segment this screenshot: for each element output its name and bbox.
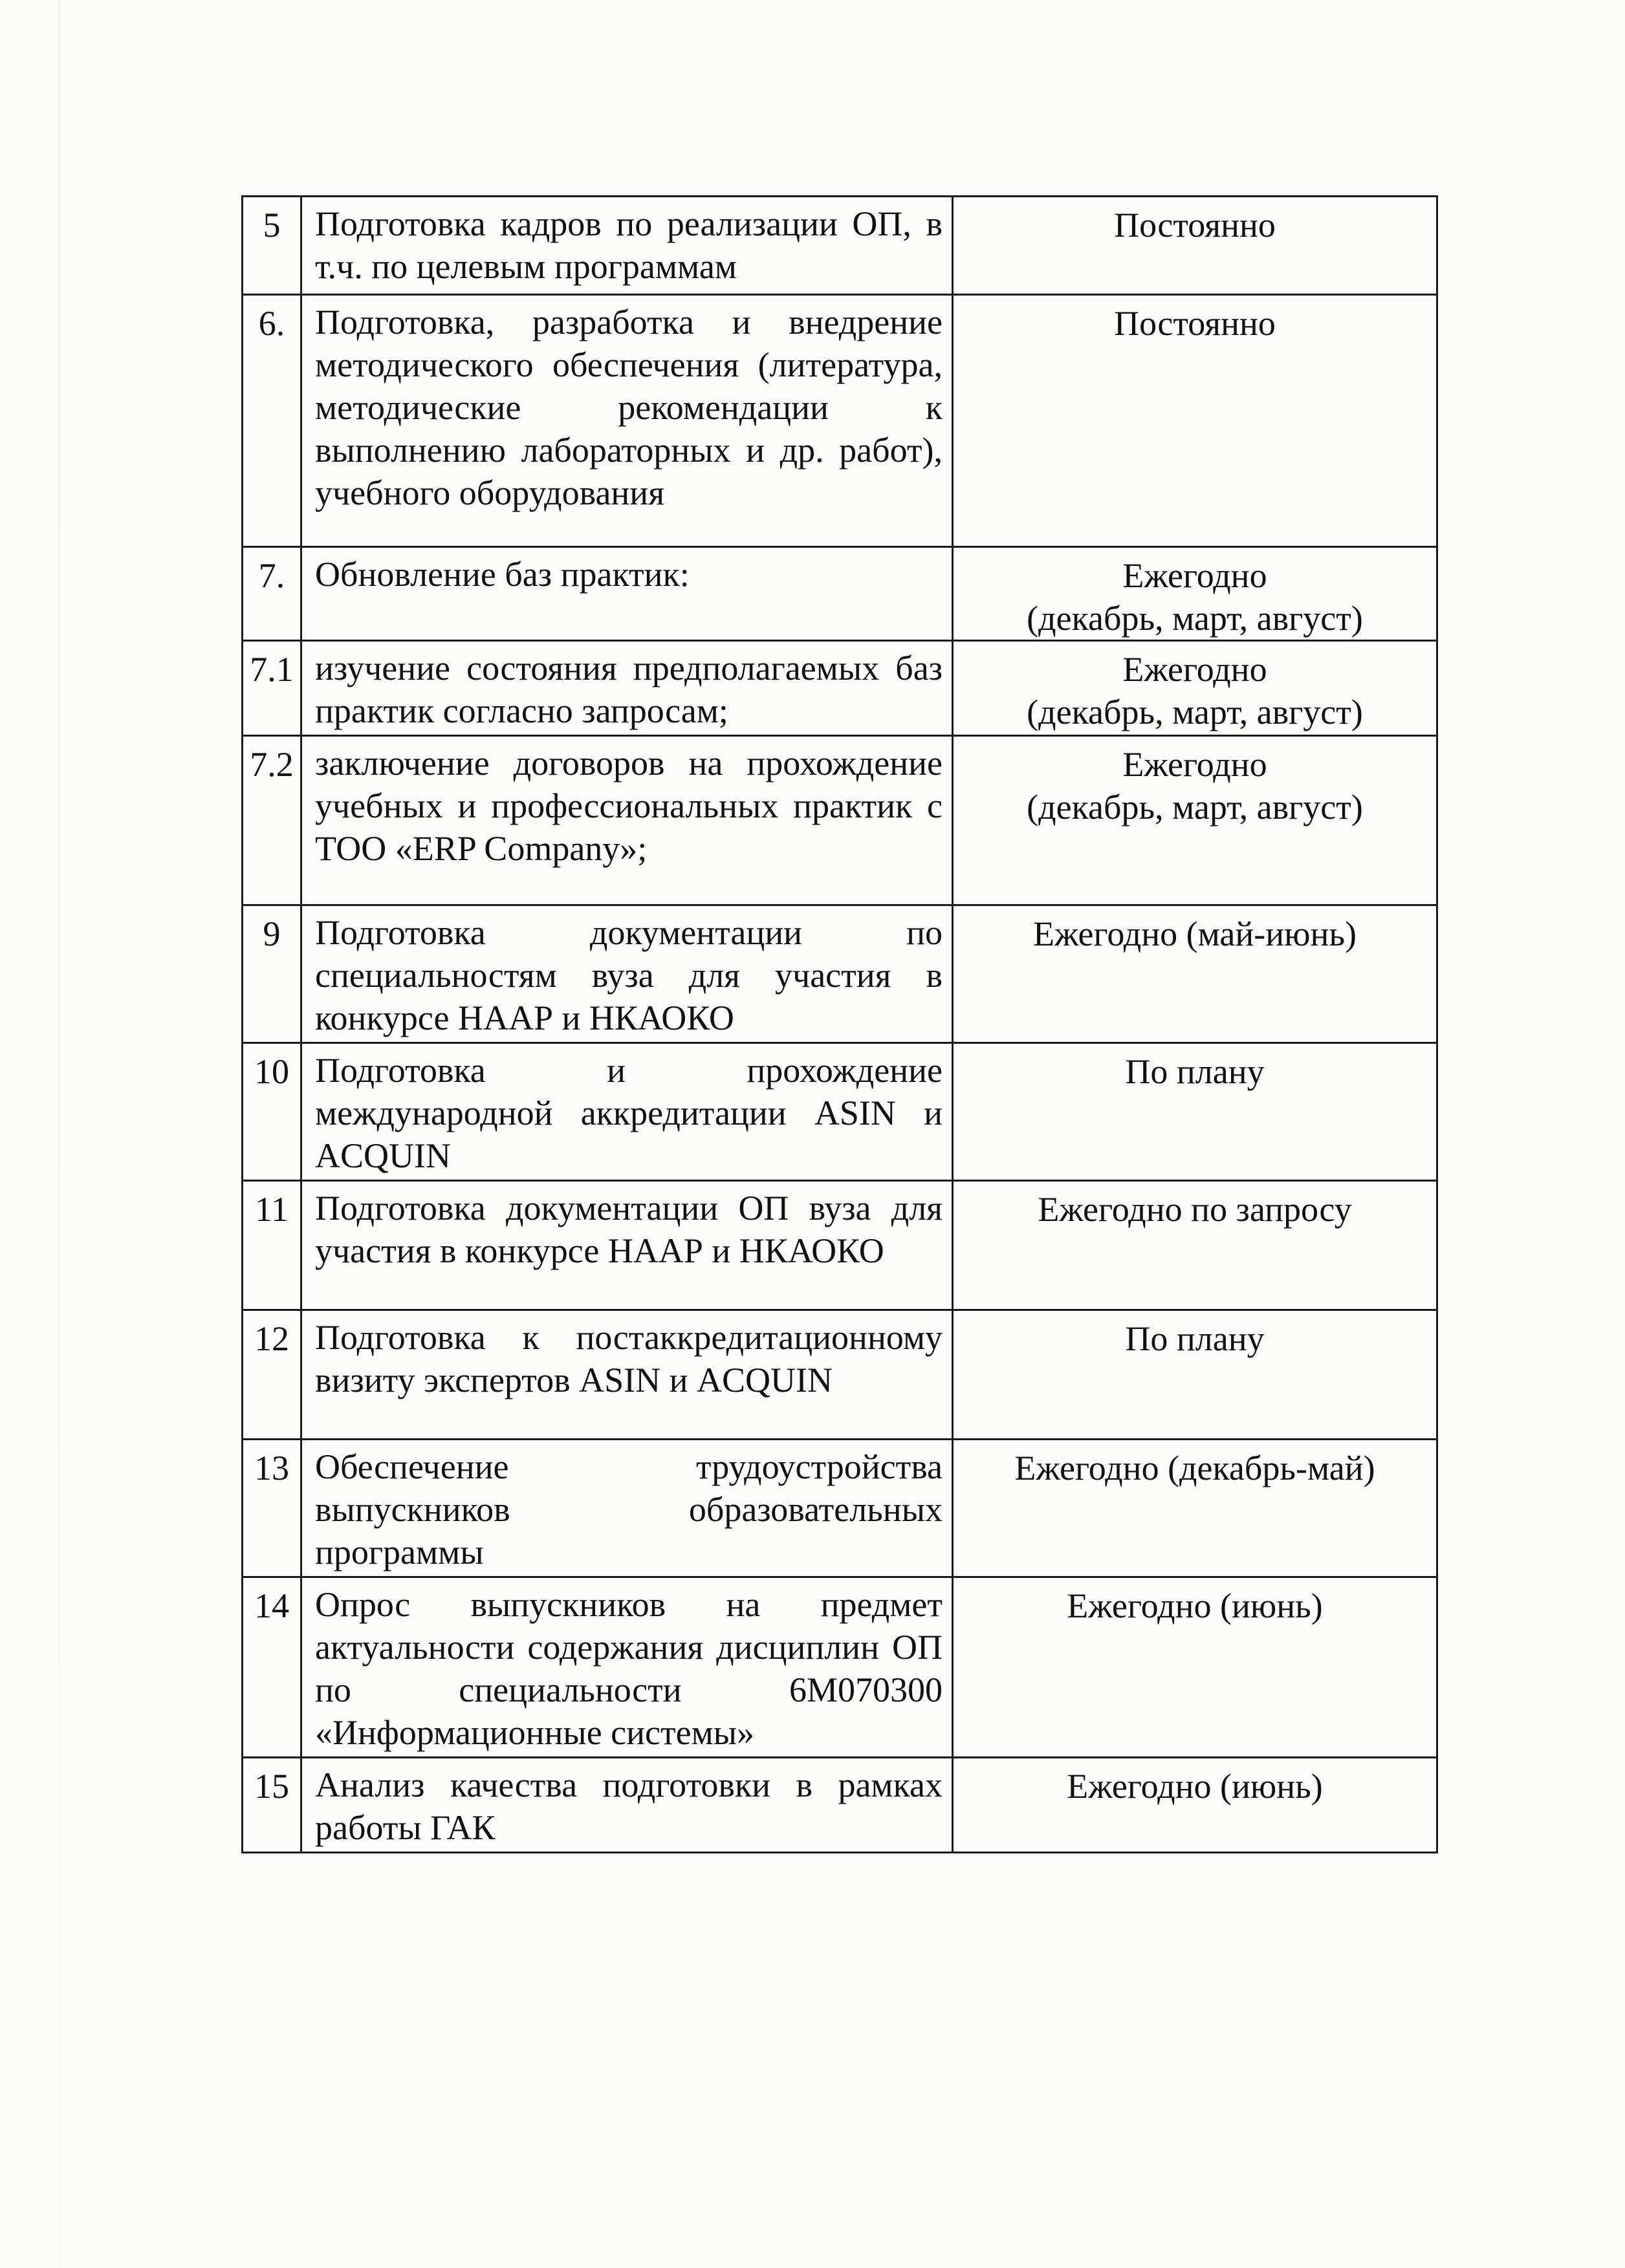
deadline-text: Ежегодно (декабрь, март, август)	[953, 547, 1437, 641]
row-number: 10	[243, 1043, 301, 1181]
activity-text: Подготовка документации по специальностям вуза для участия в конкурсе НААР и НКАОКО	[301, 905, 953, 1043]
activity-text: Обновление баз практик:	[301, 547, 953, 641]
activity-text: Опрос выпускников на предмет актуальности содержания дисциплин ОП по специальности 6М070300 «Информационные системы»	[301, 1577, 953, 1758]
row-number: 13	[243, 1440, 301, 1577]
deadline-text: Ежегодно (май-июнь)	[953, 905, 1437, 1043]
row-number: 9	[243, 905, 301, 1043]
deadline-text: Ежегодно (июнь)	[953, 1577, 1437, 1758]
activity-text: Подготовка, разработка и внедрение методического обеспечения (литература, методические рекомендации к выполнению лабораторных и др. работ), учебного оборудования	[301, 295, 953, 547]
row-number: 7.	[243, 547, 301, 641]
activity-text: изучение состояния предполагаемых баз практик согласно запросам;	[301, 641, 953, 736]
activity-text: заключение договоров на прохождение учебных и профессиональных практик с ТОО «ERP Company»;	[301, 736, 953, 905]
activity-text: Подготовка и прохождение международной аккредитации ASIN и ACQUIN	[301, 1043, 953, 1181]
row-number: 7.1	[243, 641, 301, 736]
deadline-text: Ежегодно (декабрь, март, август)	[953, 641, 1437, 736]
row-number: 6.	[243, 295, 301, 547]
row-number: 14	[243, 1577, 301, 1758]
table-row	[243, 736, 1437, 905]
row-number: 11	[243, 1181, 301, 1310]
table-row	[243, 197, 1437, 295]
table-row	[243, 547, 1437, 641]
deadline-text: Постоянно	[953, 295, 1437, 547]
table-row	[243, 1043, 1437, 1181]
row-number: 12	[243, 1310, 301, 1440]
table-row	[243, 641, 1437, 736]
activity-text: Подготовка кадров по реализации ОП, в т.ч. по целевым программам	[301, 197, 953, 295]
scan-edge-shadow	[58, 0, 60, 2268]
activity-text: Подготовка документации ОП вуза для участия в конкурсе НААР и НКАОКО	[301, 1181, 953, 1310]
table-row	[243, 1181, 1437, 1310]
table-row	[243, 1310, 1437, 1440]
deadline-text: Ежегодно (июнь)	[953, 1758, 1437, 1853]
plan-table-body	[243, 197, 1437, 1853]
row-number: 15	[243, 1758, 301, 1853]
table-row	[243, 1577, 1437, 1758]
activity-text: Обеспечение трудоустройства выпускников образовательных программы	[301, 1440, 953, 1577]
plan-table	[241, 195, 1438, 1853]
row-number: 7.2	[243, 736, 301, 905]
table-row	[243, 905, 1437, 1043]
deadline-text: Постоянно	[953, 197, 1437, 295]
activity-text: Подготовка к постаккредитационному визиту экспертов ASIN и ACQUIN	[301, 1310, 953, 1440]
table-row	[243, 1758, 1437, 1853]
table-row	[243, 1440, 1437, 1577]
deadline-text: По плану	[953, 1043, 1437, 1181]
row-number: 5	[243, 197, 301, 295]
deadline-text: По плану	[953, 1310, 1437, 1440]
deadline-text: Ежегодно (декабрь-май)	[953, 1440, 1437, 1577]
table-row	[243, 295, 1437, 547]
activity-text: Анализ качества подготовки в рамках работы ГАК	[301, 1758, 953, 1853]
deadline-text: Ежегодно по запросу	[953, 1181, 1437, 1310]
deadline-text: Ежегодно (декабрь, март, август)	[953, 736, 1437, 905]
